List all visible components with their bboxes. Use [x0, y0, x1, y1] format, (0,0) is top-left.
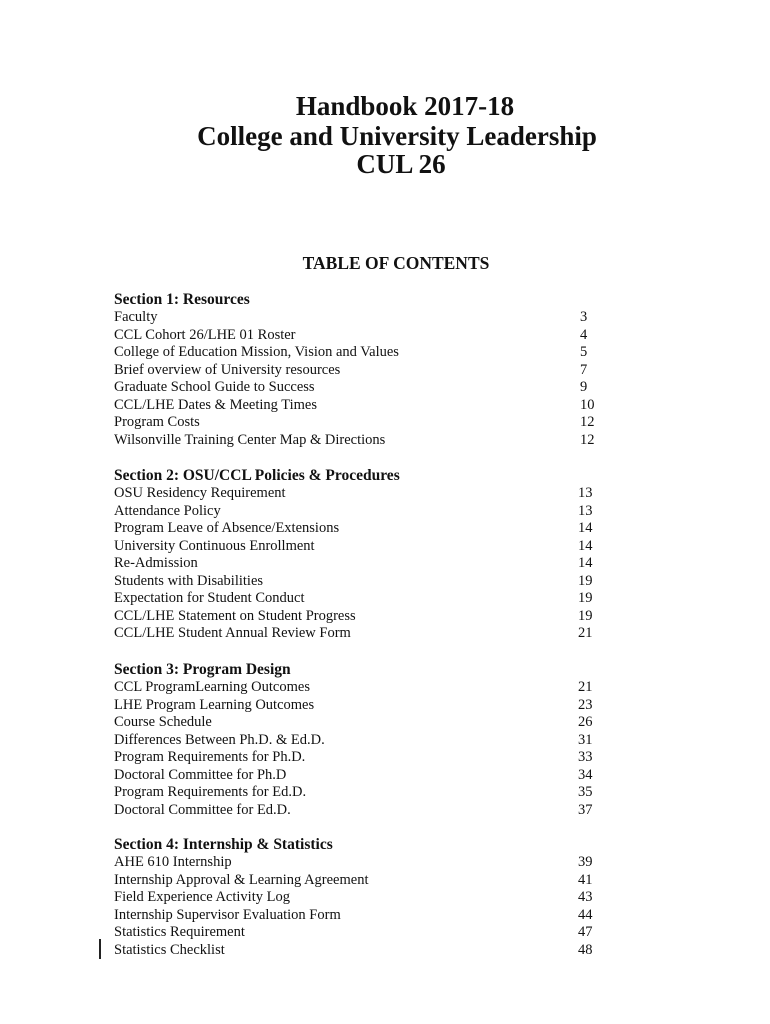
toc-entry-page: 35: [578, 784, 593, 800]
toc-section-program-design: [114, 661, 604, 819]
section-title: Section 2: OSU/CCL Policies & Procedures: [114, 467, 400, 484]
toc-entry-label: Program Requirements for Ph.D.: [114, 749, 306, 765]
toc-entry-label: Re-Admission: [114, 555, 198, 571]
toc-entry-page: 13: [578, 502, 593, 519]
toc-entry-page: 4: [580, 326, 588, 343]
toc-entry-label: AHE 610 Internship: [114, 854, 232, 870]
toc-entry-page: 43: [578, 889, 593, 905]
toc-entry-label: Attendance Policy: [114, 502, 221, 519]
toc-entry-label: Students with Disabilities: [114, 572, 264, 589]
toc-entry-page: 14: [578, 537, 593, 554]
toc-entry-label: College of Education Mission, Vision and Values: [114, 344, 399, 360]
toc-entry: [114, 503, 604, 521]
toc-section-policies: [114, 467, 604, 643]
toc-entry-page: 48: [578, 941, 593, 958]
toc-entry-page: 12: [580, 414, 595, 430]
toc-entry-page: 44: [578, 906, 593, 923]
toc-entry: [114, 732, 604, 750]
toc-entry: [114, 590, 604, 608]
toc-entry-page: 19: [578, 607, 593, 624]
toc-entry: [114, 889, 604, 907]
toc-entry-page: 9: [580, 379, 588, 395]
toc-entry-page: 31: [578, 731, 593, 748]
toc-entry: [114, 538, 604, 556]
toc-entry-page: 5: [580, 344, 588, 360]
toc-entry: [114, 697, 604, 715]
toc-entry-page: 7: [580, 361, 588, 378]
section-title: Section 3: Program Design: [114, 661, 291, 678]
toc-entry-label: Program Costs: [114, 414, 200, 430]
title-cohort: CUL 26: [356, 149, 446, 179]
toc-entry-label: CCL/LHE Student Annual Review Form: [114, 625, 351, 641]
toc-entry: [114, 784, 604, 802]
toc-entry: [114, 608, 604, 626]
toc-entry-label: Statistics Checklist: [114, 941, 225, 958]
toc-entry-page: 33: [578, 749, 593, 765]
toc-entry: [114, 327, 604, 345]
toc-entry: [114, 379, 604, 397]
toc-entry-label: CCL ProgramLearning Outcomes: [114, 679, 310, 695]
toc-entry-label: Expectation for Student Conduct: [114, 590, 305, 606]
toc-entry-page: 21: [578, 679, 593, 695]
toc-entry-label: Brief overview of University resources: [114, 361, 341, 378]
toc-entry: [114, 854, 604, 872]
toc-entry-label: LHE Program Learning Outcomes: [114, 696, 315, 713]
toc-entry-label: Field Experience Activity Log: [114, 889, 290, 905]
toc-entry-page: 12: [580, 431, 595, 448]
toc-entry-label: Internship Supervisor Evaluation Form: [114, 906, 341, 923]
toc-entry: [114, 714, 604, 732]
toc-entry-label: OSU Residency Requirement: [114, 485, 286, 501]
toc-entry-page: 34: [578, 766, 593, 783]
toc-section-internship-statistics: [114, 836, 604, 959]
toc-entry-page: 19: [578, 590, 593, 606]
toc-entry: [114, 432, 604, 450]
toc-entry: [114, 924, 604, 942]
toc-entry: [114, 749, 604, 767]
toc-entry-page: 13: [578, 485, 593, 501]
toc-entry-page: 26: [578, 714, 593, 730]
section-title: Section 4: Internship & Statistics: [114, 836, 333, 853]
toc-entry-label: Program Leave of Absence/Extensions: [114, 520, 340, 536]
toc-entry-page: 37: [578, 801, 593, 818]
toc-entry: [114, 942, 604, 960]
toc-entry-label: Course Schedule: [114, 714, 212, 730]
section-title: Section 1: Resources: [114, 291, 250, 308]
toc-entry-page: 14: [578, 555, 593, 571]
toc-entry-page: 23: [578, 696, 593, 713]
toc-entry: [114, 309, 604, 327]
toc-entry: [114, 520, 604, 538]
toc-entry-label: CCL/LHE Statement on Student Progress: [114, 607, 356, 624]
toc-entry: [114, 397, 604, 415]
toc-entry: [114, 573, 604, 591]
toc-entry-label: Differences Between Ph.D. & Ed.D.: [114, 731, 325, 748]
title-program-name: College and University Leadership: [197, 121, 597, 151]
toc-entry: [114, 344, 604, 362]
toc-entry: [114, 802, 604, 820]
toc-entry-page: 39: [578, 854, 593, 870]
toc-entry: [114, 555, 604, 573]
toc-entry-page: 21: [578, 625, 593, 641]
toc-entry-page: 3: [580, 309, 588, 325]
toc-entry-page: 19: [578, 572, 593, 589]
toc-entry-label: Graduate School Guide to Success: [114, 379, 315, 395]
toc-section-resources: [114, 291, 604, 449]
toc-entry-label: CCL Cohort 26/LHE 01 Roster: [114, 326, 296, 343]
toc-entry: [114, 872, 604, 890]
toc-entry-label: Doctoral Committee for Ed.D.: [114, 801, 291, 818]
toc-entry-label: CCL/LHE Dates & Meeting Times: [114, 396, 317, 413]
toc-entry-label: Program Requirements for Ed.D.: [114, 784, 307, 800]
toc-entry-page: 47: [578, 924, 593, 940]
toc-entry-page: 41: [578, 871, 593, 888]
toc-entry-page: 10: [580, 396, 595, 413]
toc-entry-label: Doctoral Committee for Ph.D: [114, 766, 287, 783]
toc-entry: [114, 362, 604, 380]
title-handbook-year: Handbook 2017-18: [295, 91, 515, 121]
toc-entry-label: University Continuous Enrollment: [114, 537, 315, 554]
toc-heading: TABLE OF CONTENTS: [302, 253, 490, 273]
toc-entry: [114, 679, 604, 697]
revision-change-bar: [99, 939, 101, 959]
toc-entry-page: 14: [578, 520, 593, 536]
toc-entry: [114, 625, 604, 643]
toc-entry-label: Faculty: [114, 309, 158, 325]
toc-entry-label: Wilsonville Training Center Map & Directions: [114, 431, 386, 448]
toc-entry: [114, 767, 604, 785]
toc-entry: [114, 485, 604, 503]
toc-entry-label: Statistics Requirement: [114, 924, 245, 940]
toc-entry: [114, 907, 604, 925]
toc-entry-label: Internship Approval & Learning Agreement: [114, 871, 369, 888]
toc-entry: [114, 414, 604, 432]
